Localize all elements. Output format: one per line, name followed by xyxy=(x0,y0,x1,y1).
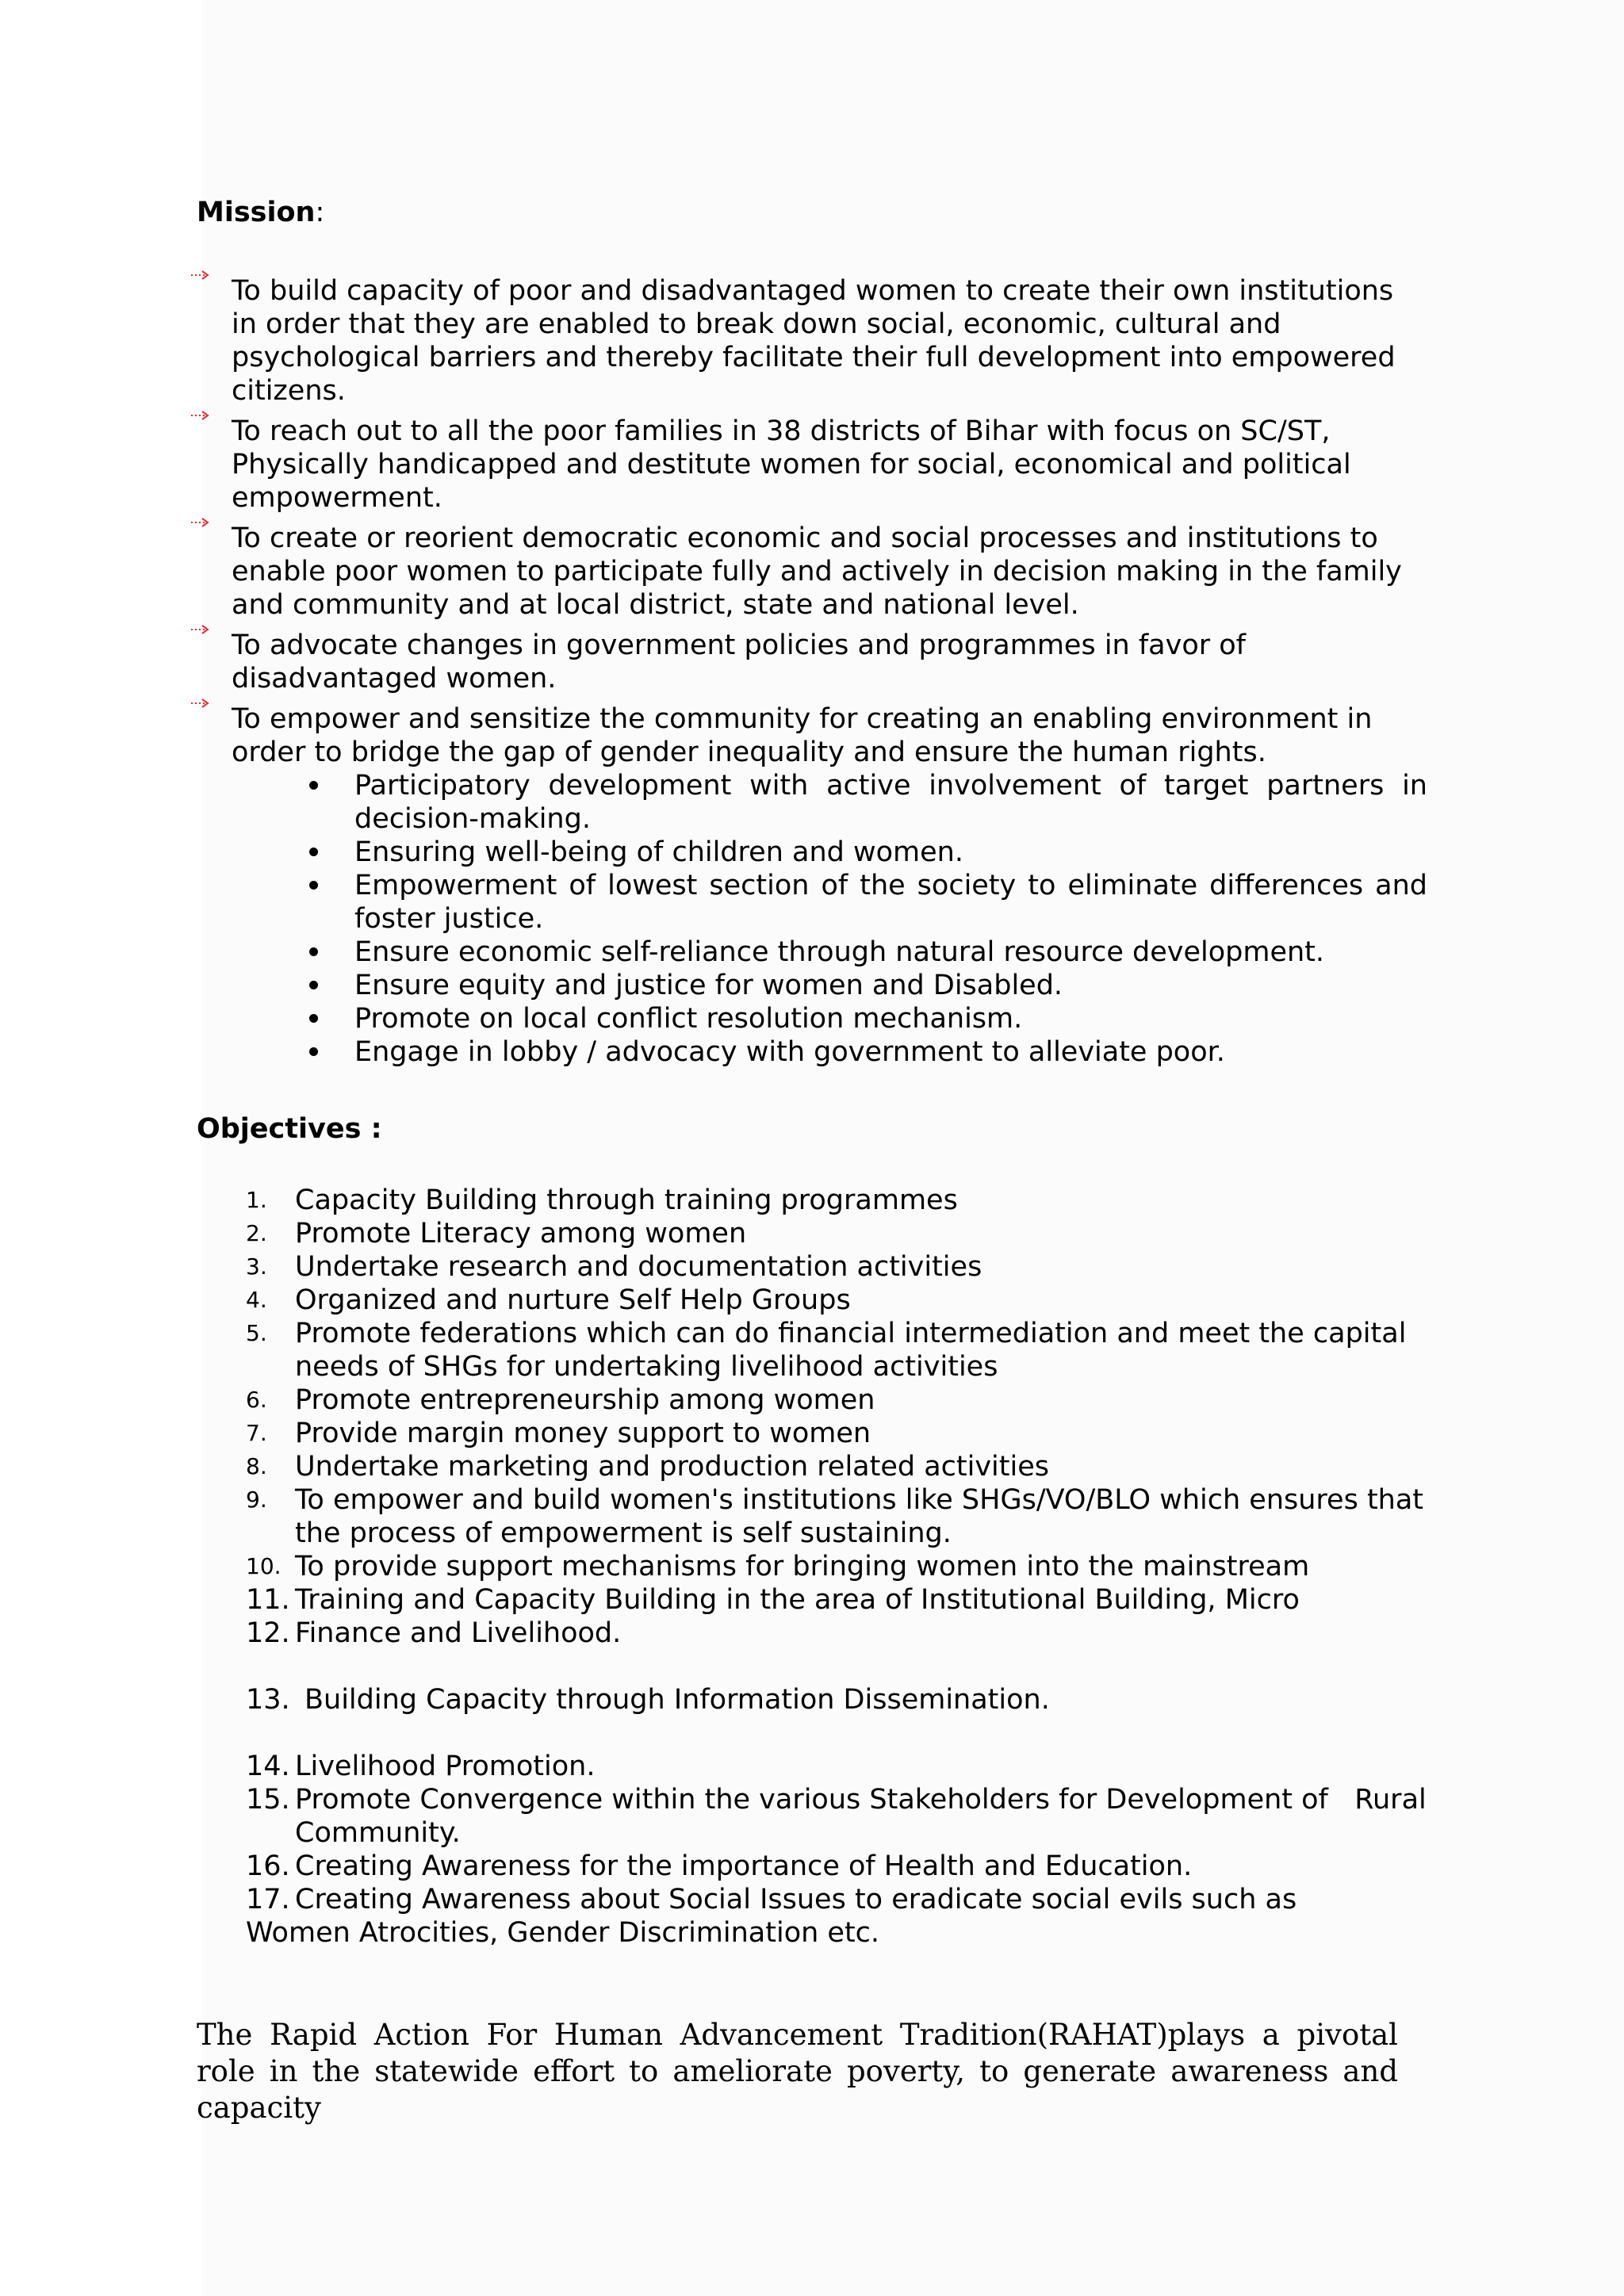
bullet-text: Empowerment of lowest section of the society to eliminate differences and foster justice. xyxy=(354,870,1427,935)
bullet-dot-icon xyxy=(309,1047,318,1056)
objective-text-continued: Community. xyxy=(295,1817,461,1849)
mission-item-text: To reach out to all the poor families in 38 districts of Bihar with focus on SC/ST, Physically handicapped and destitute women for social, economical and political empowerment. xyxy=(232,415,1351,514)
objective-text: Undertake marketing and production related activities xyxy=(295,1451,1049,1483)
bullet-dot-icon xyxy=(309,781,318,790)
objective-item xyxy=(246,1750,1435,1783)
dotted-arrow-icon xyxy=(190,698,211,709)
objective-item xyxy=(246,1683,1435,1716)
bullet-text: Engage in lobby / advocacy with government to alleviate poor. xyxy=(354,1036,1225,1068)
mission-heading xyxy=(197,196,324,229)
objective-number: 6. xyxy=(246,1387,267,1413)
objective-item xyxy=(246,1483,1435,1550)
mission-heading-colon: : xyxy=(315,197,325,228)
objective-item xyxy=(246,1184,1435,1217)
bullet-text: Ensure equity and justice for women and Disabled. xyxy=(354,970,1063,1001)
bullet-item xyxy=(232,1035,1427,1069)
bullet-text: Ensuring well-being of children and women. xyxy=(354,836,963,868)
objective-number: 13. xyxy=(246,1684,290,1716)
objective-number: 3. xyxy=(246,1253,267,1280)
bullet-item xyxy=(232,836,1427,869)
bullet-dot-icon xyxy=(309,1014,318,1023)
objective-item xyxy=(246,1284,1435,1317)
list-spacer xyxy=(246,1650,1435,1683)
objective-item xyxy=(246,1583,1435,1617)
objective-text: Training and Capacity Building in the area of Institutional Building, Micro xyxy=(295,1584,1300,1616)
objectives-list xyxy=(246,1184,1435,1950)
mission-item xyxy=(190,702,1427,1069)
objective-item xyxy=(246,1417,1435,1450)
bullet-item xyxy=(232,936,1427,969)
objective-number: 10. xyxy=(246,1553,282,1579)
objective-text: Promote Convergence within the various Stakeholders for Development of Rural xyxy=(295,1784,1427,1816)
list-spacer xyxy=(246,1716,1435,1750)
objective-text: To provide support mechanisms for bringing women into the mainstream xyxy=(295,1551,1310,1582)
mission-item-text: To empower and sensitize the community for creating an enabling environment in order to bridge the gap of gender inequality and ensure the human rights. xyxy=(232,703,1373,768)
objective-number: 11. xyxy=(246,1584,290,1616)
dotted-arrow-icon xyxy=(190,410,211,421)
dotted-arrow-icon xyxy=(190,270,211,281)
objective-text: Organized and nurture Self Help Groups xyxy=(295,1284,851,1316)
closing-paragraph: The Rapid Action For Human Advancement Tradition(RAHAT)plays a pivotal role in the statewide effort to ameliorate poverty, to generate awareness and capacity xyxy=(197,2018,1398,2125)
objective-text: Creating Awareness for the importance of Health and Education. xyxy=(295,1850,1193,1882)
objective-text: Promote entrepreneurship among women xyxy=(295,1384,875,1416)
bullet-item xyxy=(232,869,1427,936)
mission-item xyxy=(190,274,1427,408)
objective-number: 17. xyxy=(246,1884,290,1915)
mission-heading-text: Mission xyxy=(197,197,316,228)
objective-item xyxy=(246,1617,1435,1650)
mission-item xyxy=(190,415,1427,515)
objectives-heading: Objectives : xyxy=(197,1113,382,1145)
mission-item xyxy=(190,629,1427,695)
objective-item xyxy=(246,1217,1435,1250)
objective-item xyxy=(246,1883,1435,1950)
objective-number: 12. xyxy=(246,1617,290,1649)
objective-number: 8. xyxy=(246,1453,267,1479)
objective-number: 2. xyxy=(246,1220,267,1246)
objective-text: Provide margin money support to women xyxy=(295,1418,871,1449)
objective-text: Creating Awareness about Social Issues to eradicate social evils such as xyxy=(295,1884,1297,1915)
objective-number: 5. xyxy=(246,1320,267,1346)
objective-item xyxy=(246,1450,1435,1483)
objective-number: 7. xyxy=(246,1420,267,1446)
bullet-text: Ensure economic self-reliance through natural resource development. xyxy=(354,936,1325,968)
bullet-dot-icon xyxy=(309,881,318,890)
bullet-dot-icon xyxy=(309,981,318,989)
objective-item xyxy=(246,1317,1435,1383)
objective-text: Building Capacity through Information Dissemination. xyxy=(304,1684,1050,1716)
objective-text-continued: Women Atrocities, Gender Discrimination etc. xyxy=(246,1917,880,1949)
objective-number: 4. xyxy=(246,1287,267,1313)
bullet-text: Promote on local conflict resolution mechanism. xyxy=(354,1003,1023,1035)
objective-text: Undertake research and documentation activities xyxy=(295,1251,982,1283)
objective-number: 16. xyxy=(246,1850,290,1882)
objective-text: Promote federations which can do financial intermediation and meet the capital needs of SHGs for undertaking livelihood activities xyxy=(295,1318,1407,1383)
dotted-arrow-icon xyxy=(190,624,211,635)
mission-item-text: To advocate changes in government policies and programmes in favor of disadvantaged women. xyxy=(232,629,1247,695)
bullet-dot-icon xyxy=(309,947,318,956)
objective-text: Promote Literacy among women xyxy=(295,1218,747,1249)
dotted-arrow-icon xyxy=(190,517,211,528)
objective-text: Livelihood Promotion. xyxy=(295,1751,596,1782)
mission-list xyxy=(190,274,1427,1076)
mission-item-text: To build capacity of poor and disadvantaged women to create their own institutions in order that they are enabled to break down social, economic, cultural and psychological barriers and thereby facilitate their full development into empowered citizens. xyxy=(232,275,1396,407)
objective-text: Capacity Building through training programmes xyxy=(295,1184,958,1216)
objective-number: 15. xyxy=(246,1784,290,1816)
objective-number: 9. xyxy=(246,1487,267,1513)
objective-item xyxy=(246,1550,1435,1583)
objective-item xyxy=(246,1783,1435,1850)
objective-item xyxy=(246,1250,1435,1284)
mission-bullet-list xyxy=(232,769,1427,1069)
bullet-text: Participatory development with active involvement of target partners in decision-making. xyxy=(354,770,1427,835)
objective-text: To empower and build women's institutions like SHGs/VO/BLO which ensures that the process of empowerment is self sustaining. xyxy=(295,1484,1424,1549)
bullet-item xyxy=(232,969,1427,1002)
objective-item xyxy=(246,1383,1435,1417)
objective-number: 14. xyxy=(246,1751,290,1782)
objective-number: 1. xyxy=(246,1187,267,1213)
bullet-dot-icon xyxy=(309,848,318,856)
objective-text: Finance and Livelihood. xyxy=(295,1617,622,1649)
objective-item xyxy=(246,1850,1435,1883)
mission-item xyxy=(190,522,1427,622)
mission-item-text: To create or reorient democratic economic and social processes and institutions to enable poor women to participate fully and actively in decision making in the family and community and at local district, state and national level. xyxy=(232,522,1402,621)
bullet-item xyxy=(232,1002,1427,1035)
bullet-item xyxy=(232,769,1427,836)
